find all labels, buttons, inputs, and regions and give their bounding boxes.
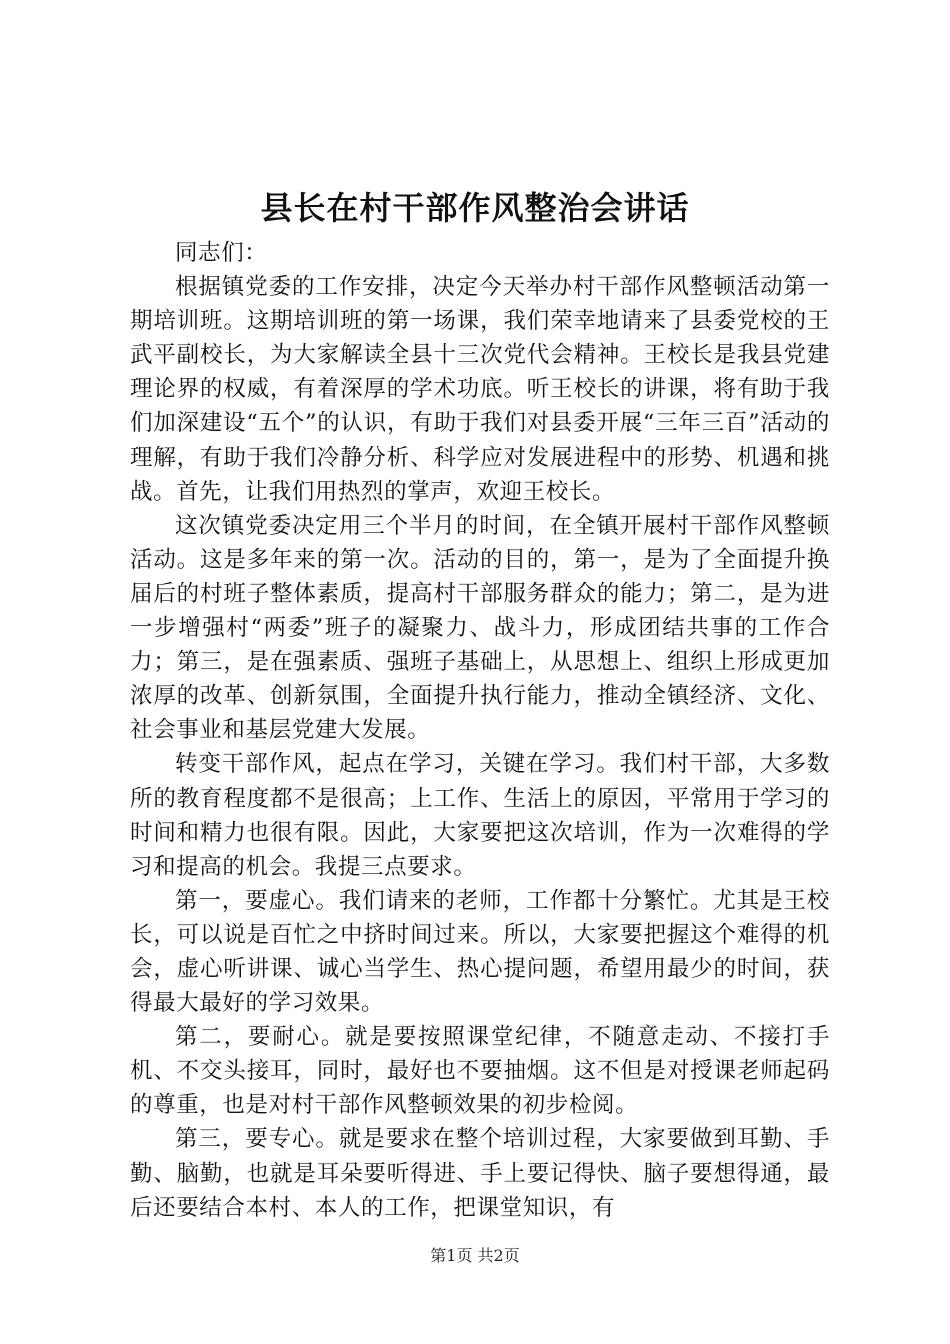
paragraph: 第二，要耐心。就是要按照课堂纪律，不随意走动、不接打手机、不交头接耳，同时，最好也不要抽烟。这不但是对授课老师起码的尊重，也是对村干部作风整顿效果的初步检阅。 [130, 1024, 830, 1119]
paragraph: 第三，要专心。就是要求在整个培训过程，大家要做到耳勤、手勤、脑勤，也就是耳朵要听得进、手上要记得快、脑子要想得通，最后还要结合本村、本人的工作，把课堂知识，有 [130, 1126, 830, 1221]
paragraph: 转变干部作风，起点在学习，关键在学习。我们村干部，大多数所的教育程度都不是很高；上工作、生活上的原因，平常用于学习的时间和精力也很有限。因此，大家要把这次培训，作为一次难得的学习和提高的机会。我提三点要求。 [130, 751, 830, 880]
paragraph: 这次镇党委决定用三个半月的时间，在全镇开展村干部作风整顿活动。这是多年来的第一次。活动的目的，第一，是为了全面提升换届后的村班子整体素质，提高村干部服务群众的能力；第二，是为进一步增强村“两委”班子的凝聚力、战斗力，形成团结共事的工作合力；第三，是在强素质、强班子基础上，从思想上、组织上形成更加浓厚的改革、创新氛围，全面提升执行能力，推动全镇经济、文化、社会事业和基层党建大发展。 [130, 512, 830, 744]
document-body [130, 236, 830, 1225]
greeting: 同志们： [175, 240, 268, 266]
paragraph: 第一，要虚心。我们请来的老师，工作都十分繁忙。尤其是王校长，可以说是百忙之中挤时间过来。所以，大家要把握这个难得的机会，虚心听讲课、诚心当学生、热心提问题，希望用最少的时间，获得最大最好的学习效果。 [130, 887, 830, 1017]
paragraph: 根据镇党委的工作安排，决定今天举办村干部作风整顿活动第一期培训班。这期培训班的第一场课，我们荣幸地请来了县委党校的王武平副校长，为大家解读全县十三次党代会精神。王校长是我县党建理论界的权威，有着深厚的学术功底。听王校长的讲课，将有助于我们加深建设“五个”的认识，有助于我们对县委开展“三年三百”活动的理解，有助于我们冷静分析、科学应对发展进程中的形势、机遇和挑战。首先，让我们用热烈的掌声，欢迎王校长。 [130, 274, 830, 505]
page-number-footer: 第1页 共2页 [430, 1246, 520, 1265]
document-title: 县长在村干部作风整治会讲话 [260, 189, 690, 227]
